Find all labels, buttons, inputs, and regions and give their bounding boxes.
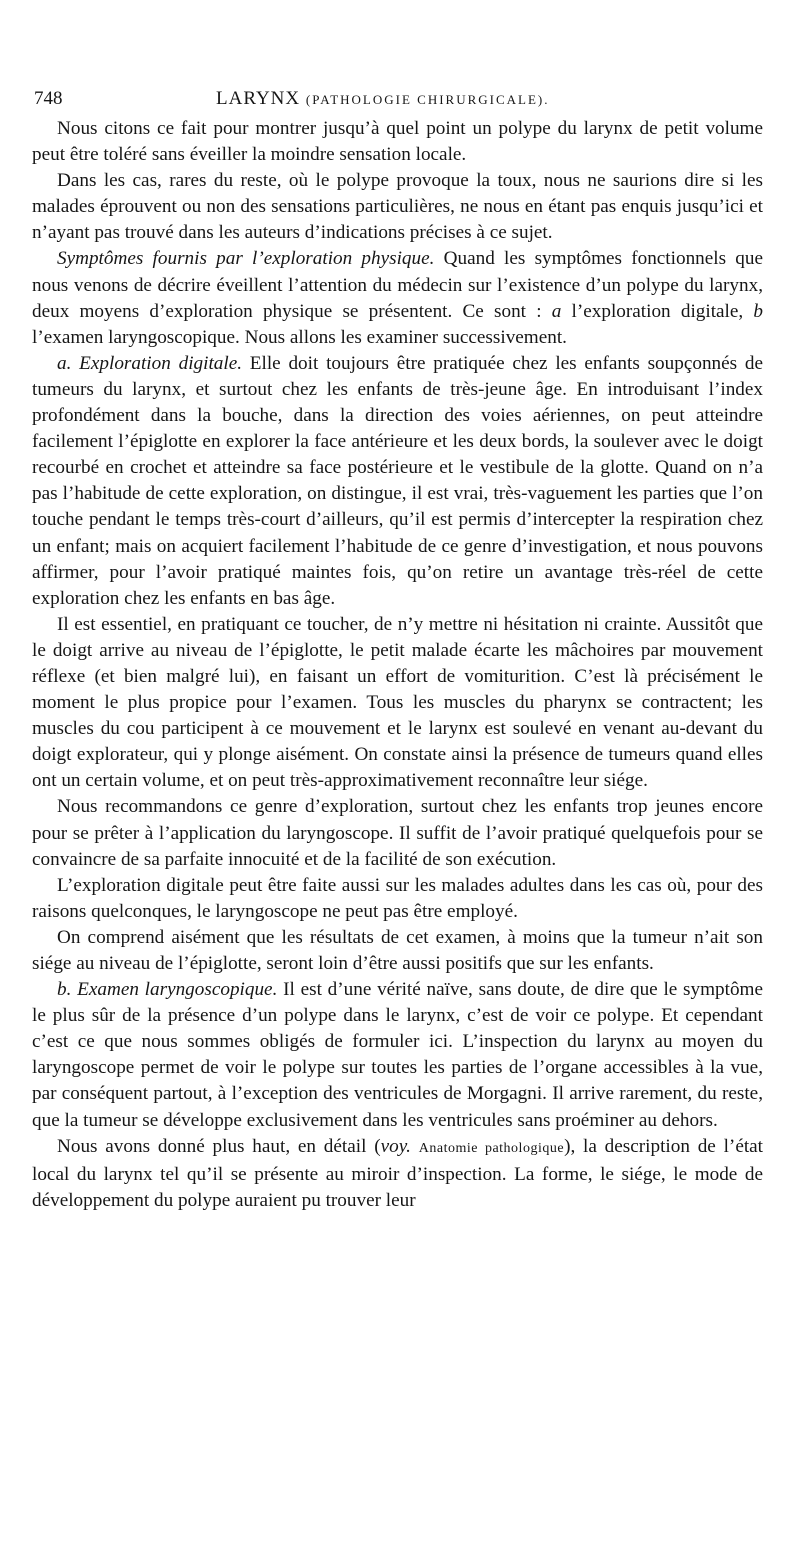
enumeration-letter: b: [753, 300, 763, 322]
paragraph-text: Nous recommandons ce genre d’exploration, surtout chez les enfants trop jeunes encore pour se prêter à l’application du laryngoscope. Il suffit de l’avoir pratiqué quelquefois pour se convaincre de sa parfaite innocuité et de la facilité de son exécution.: [32, 796, 763, 870]
enumeration-letter: a: [551, 300, 562, 322]
paragraph: [32, 116, 763, 168]
cross-reference-abbrev: voy.: [380, 1135, 411, 1157]
running-title-main: LARYNX: [216, 88, 301, 109]
cross-reference: Anatomie pathologique: [418, 1140, 565, 1156]
paragraph: [32, 794, 763, 872]
paragraph-text: l’examen laryngoscopique. Nous allons les examiner successivement.: [32, 326, 567, 348]
paragraph-text: L’exploration digitale peut être faite aussi sur les malades adultes dans les cas où, pour des raisons quelconques, le laryngoscope ne peut pas être employé.: [32, 874, 763, 922]
paragraph-text: On comprend aisément que les résultats de cet examen, à moins que la tumeur n’ait son siége au niveau de l’épiglotte, seront loin d’être aussi positifs que sur les enfants.: [32, 926, 763, 974]
paragraph: [32, 246, 763, 350]
paragraph: [32, 873, 763, 925]
body-text: [32, 116, 763, 1214]
paragraph-text: Il est d’une vérité naïve, sans doute, de dire que le symptôme le plus sûr de la présence d’un polype dans le larynx, c’est de voir ce polype. Et cependant c’est ce que nous sommes obligés de formuler ici. L’inspection du larynx au moyen du laryngoscope permet de voir le polype sur toutes les parties de l’organe accessibles à la vue, par conséquent partout, à l’exception des ventricules de Morgagni. Il arrive rarement, du reste, que la tumeur se développe exclusivement dans les ventricules sans proéminer au dehors.: [32, 979, 763, 1131]
paragraph: [32, 977, 763, 1134]
paragraph: [32, 925, 763, 977]
running-head: [34, 86, 764, 112]
paragraph: [32, 168, 763, 246]
paragraph-text: ), la description de l’état local du larynx tel qu’il se présente au miroir d’inspection. La forme, le siége, le mode de développement du polype auraient pu trouver leur: [32, 1135, 764, 1211]
paragraph: [32, 351, 763, 612]
paragraph: [32, 612, 763, 795]
paragraph: [32, 1134, 763, 1214]
section-heading: a. Exploration digitale.: [57, 352, 243, 374]
running-title-sub: (PATHOLOGIE CHIRURGICALE).: [305, 92, 550, 107]
section-heading: b. Examen laryngoscopique.: [57, 979, 278, 1001]
paragraph-text: Dans les cas, rares du reste, où le polype provoque la toux, nous ne saurions dire si les malades éprouvent ou non des sensations particulières, ne nous en étant pas enquis jusqu’ici et n’ayant pas trouvé dans les auteurs d’indications précises à ce sujet.: [32, 170, 763, 244]
paragraph-text: Elle doit toujours être pratiquée chez les enfants soupçonnés de tumeurs du larynx, et surtout chez les enfants de très-jeune âge. En introduisant l’index profondément dans la bouche, dans la direction des voies aériennes, on peut atteindre facilement l’épiglotte en explorer la face antérieure et les deux bords, la soulever avec le doigt recourbé en crochet et atteindre sa face postérieure et le vestibule de la glotte. Quand on n’a pas l’habitude de cette exploration, on distingue, il est vrai, très-vaguement les parties que l’on touche pendant le temps très-court d’ailleurs, qu’il est permis d’intercepter la respiration chez un enfant; mais on acquiert facilement l’habitude de ce genre d’investigation, et nous pouvons affirmer, pour l’avoir pratiqué maintes fois, qu’on retire un avantage très-réel de cette exploration chez les enfants en bas âge.: [32, 352, 763, 609]
paragraph-text: Quand les symptômes fonctionnels que nous venons de décrire éveillent l’attention du médecin sur l’existence d’un polype du larynx, deux moyens d’exploration physique se présentent. Ce sont :: [32, 248, 763, 322]
paragraph-text: Nous citons ce fait pour montrer jusqu’à quel point un polype du larynx de petit volume peut être toléré sans éveiller la moindre sensation locale.: [32, 118, 763, 166]
section-heading: Symptômes fournis par l’exploration physique.: [57, 248, 435, 270]
page-number: 748: [34, 88, 63, 109]
running-title: [216, 86, 550, 113]
paragraph-text: l’exploration digitale,: [561, 300, 754, 322]
paragraph-text: Nous avons donné plus haut, en détail (: [57, 1135, 381, 1157]
paragraph-text: Il est essentiel, en pratiquant ce toucher, de n’y mettre ni hésitation ni crainte. Aussitôt que le doigt arrive au niveau de l’épiglotte, le petit malade écarte les mâchoires par mouvement réflexe (et bien malgré lui), en faisant un effort de vomiturition. C’est là précisément le moment le plus propice pour l’examen. Tous les muscles du pharynx se contractent; les muscles du cou participent à ce mouvement et le larynx est soulevé en venant au-devant du doigt explorateur, qui y plonge aisément. On constate ainsi la présence de tumeurs quand elles ont un certain volume, et on peut très-approximativement reconnaître leur siége.: [32, 613, 763, 792]
